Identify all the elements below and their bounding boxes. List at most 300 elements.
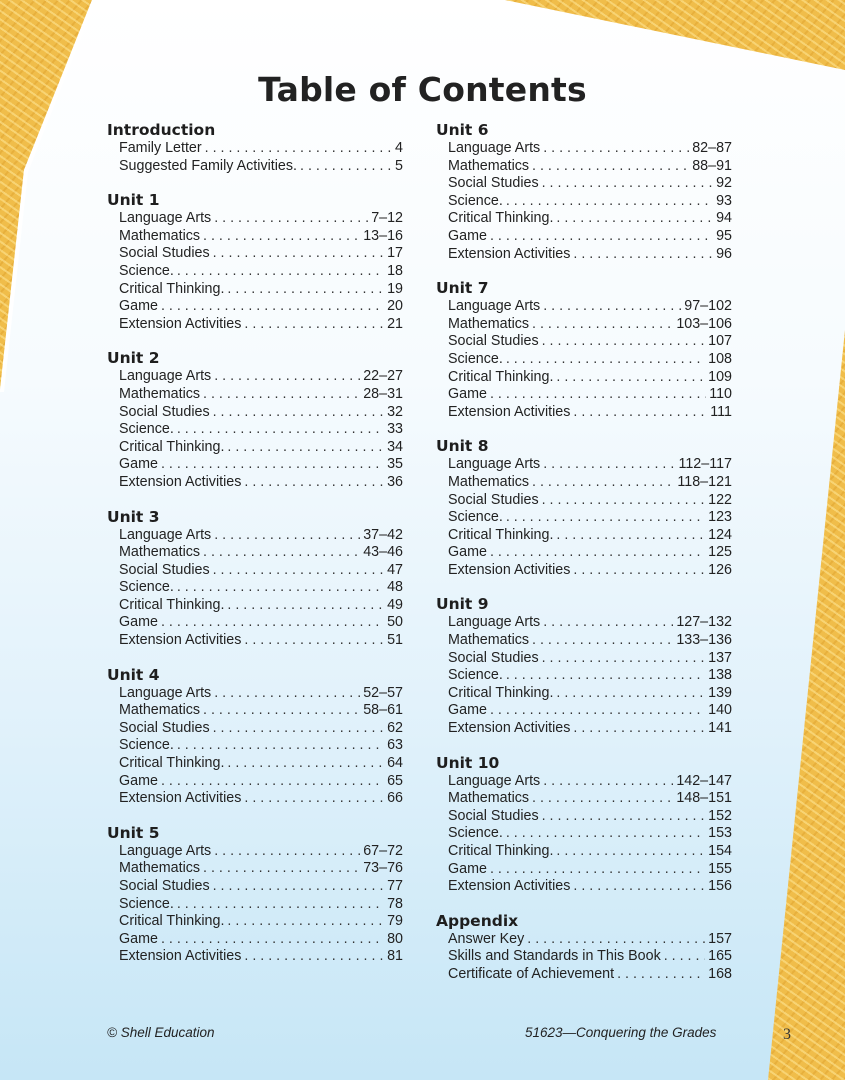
entry-label: Extension Activities [448,878,571,895]
toc-entry [119,843,403,861]
entry-page: 28–31 [363,385,403,402]
entry-page: 18 [387,262,403,279]
toc-entry [448,404,732,422]
toc-entry [119,597,403,615]
entry-label: Mathematics [448,632,530,649]
entry-page: 118–121 [677,473,732,490]
footer-book-title: 51623—Conquering the Grades [525,1025,717,1040]
entry-label: Social Studies [119,561,210,578]
dot-leader [177,896,384,914]
entry-page: 94 [716,210,732,227]
entry-page: 107 [708,333,732,350]
entry-page: 78 [387,895,403,912]
entry-label: Language Arts [448,614,541,631]
entry-page: 79 [387,913,403,930]
entry-label: Game [448,227,487,244]
toc-entry [119,579,403,597]
entry-page: 157 [708,930,732,947]
toc-entry [448,702,732,720]
toc-entry [448,790,732,808]
toc-entry [448,228,732,246]
toc-entry [448,685,732,703]
toc-entry [119,386,403,404]
toc-section [107,349,403,491]
entry-label: Language Arts [119,368,212,385]
entry-label: Science. [448,667,503,684]
entry-label: Social Studies [448,333,539,350]
entry-page: 20 [387,298,403,315]
entry-label: Social Studies [448,649,539,666]
entry-label: Science. [119,579,174,596]
entry-page: 21 [387,315,403,332]
toc-entry [448,527,732,545]
entry-label: Certificate of Achievement [448,965,615,982]
dot-leader [227,913,384,931]
entry-label: Extension Activities [448,403,571,420]
toc-entry [119,702,403,720]
dot-leader [573,720,705,738]
dot-leader [213,878,384,896]
toc-section [436,595,732,737]
toc-entry [119,614,403,632]
entry-page: 43–46 [363,544,403,561]
dot-leader [244,948,384,966]
dot-leader [177,737,384,755]
entry-label: Skills and Standards in This Book [448,948,661,965]
entry-page: 67–72 [363,842,403,859]
section-title: Unit 5 [107,823,160,842]
entry-label: Mathematics [119,385,201,402]
entry-page: 50 [387,614,403,631]
entry-label: Critical Thinking. [119,280,225,297]
dot-leader [161,931,384,949]
entry-label: Game [119,930,158,947]
toc-entry [119,790,403,808]
entry-page: 168 [708,965,732,982]
dot-leader [532,790,673,808]
dot-leader [244,474,384,492]
entry-label: Mathematics [448,473,530,490]
entry-label: Extension Activities [119,473,242,490]
dot-leader [214,527,360,545]
dot-leader [177,263,384,281]
entry-page: 165 [708,948,732,965]
toc-entry [448,158,732,176]
dot-leader [573,562,705,580]
toc-entry [119,368,403,386]
toc-entry [119,439,403,457]
dot-leader [556,843,705,861]
page-number: 3 [783,1026,791,1043]
dot-leader [506,193,713,211]
entry-label: Critical Thinking. [119,596,225,613]
toc-entry [448,193,732,211]
toc-entry [119,263,403,281]
dot-leader [542,650,706,668]
dot-leader [542,175,713,193]
entry-label: Extension Activities [119,632,242,649]
dot-leader [490,228,713,246]
entry-label: Language Arts [448,456,541,473]
dot-leader [244,632,384,650]
entry-label: Extension Activities [119,948,242,965]
entry-page: 124 [708,526,732,543]
toc-entry [448,298,732,316]
dot-leader [573,246,713,264]
entry-page: 133–136 [676,632,732,649]
entry-label: Science. [448,192,503,209]
entry-label: Language Arts [448,140,541,156]
section-title: Unit 2 [107,349,160,368]
entry-page: 48 [387,579,403,596]
entry-label: Mathematics [119,544,201,561]
toc-entry [448,474,732,492]
toc-entry [448,825,732,843]
entry-label: Science. [119,737,174,754]
toc-entry [448,509,732,527]
entry-page: 110 [709,386,732,403]
toc-entry [119,685,403,703]
dot-leader [543,614,673,632]
dot-leader [506,667,705,685]
toc-entry [448,386,732,404]
toc-entry [119,158,403,176]
entry-page: 95 [716,227,732,244]
entry-page: 51 [387,632,403,649]
dot-leader [214,843,360,861]
section-title: Unit 3 [107,507,160,526]
toc-entry [119,720,403,738]
dot-leader [214,368,360,386]
entry-page: 34 [387,438,403,455]
entry-label: Science. [119,421,174,438]
entry-label: Mathematics [119,227,201,244]
dot-leader [542,808,706,826]
toc-entry [119,931,403,949]
toc-left-column [107,121,403,982]
dot-leader [573,878,705,896]
entry-page: 36 [387,473,403,490]
toc-entry [119,737,403,755]
entry-page: 154 [708,843,732,859]
dot-leader [617,966,705,984]
dot-leader [244,790,384,808]
dot-leader [203,702,360,720]
entry-label: Language Arts [119,526,212,543]
toc-entry [448,140,732,158]
section-title: Introduction [107,121,216,139]
dot-leader [203,386,360,404]
section-title: Unit 9 [436,595,489,614]
entry-page: 152 [708,807,732,824]
dot-leader [244,316,384,334]
dot-leader [532,316,673,334]
entry-page: 148–151 [676,790,732,807]
toc-section [107,824,403,966]
toc-entry [119,562,403,580]
entry-label: Game [119,614,158,631]
entry-label: Mathematics [448,315,530,332]
entry-label: Answer Key [448,930,525,947]
dot-leader [490,386,706,404]
toc-entry [448,492,732,510]
entry-page: 17 [387,245,403,262]
toc-entry [448,333,732,351]
entry-label: Critical Thinking. [448,684,554,701]
dot-leader [227,439,384,457]
toc-entry [119,404,403,422]
entry-label: Game [448,386,487,403]
entry-page: 92 [716,175,732,192]
toc-entry [119,140,403,158]
entry-page: 88–91 [692,157,732,174]
entry-label: Mathematics [448,157,530,174]
dot-leader [205,140,392,158]
entry-label: Game [119,456,158,473]
dot-leader [161,298,384,316]
entry-page: 81 [387,948,403,965]
dot-leader [543,773,673,791]
entry-label: Social Studies [119,403,210,420]
entry-label: Game [448,702,487,719]
entry-label: Mathematics [119,860,201,877]
toc-section [436,912,732,984]
section-title: Unit 8 [436,437,489,456]
entry-label: Critical Thinking. [448,210,554,227]
dot-leader [213,404,384,422]
toc-entry [448,773,732,791]
footer-copyright: © Shell Education [107,1025,215,1040]
dot-leader [177,421,384,439]
dot-leader [556,369,705,387]
toc-entry [448,843,732,861]
entry-label: Science. [448,509,503,526]
entry-label: Social Studies [119,719,210,736]
toc-entry [119,544,403,562]
section-title: Unit 7 [436,279,489,298]
dot-leader [664,948,705,966]
entry-label: Mathematics [448,790,530,807]
dot-leader [214,210,368,228]
dot-leader [300,158,392,176]
entry-page: 32 [387,403,403,420]
page-title: Table of Contents [258,70,587,109]
toc-entry [119,896,403,914]
dot-leader [203,544,360,562]
entry-page: 4 [395,140,403,156]
entry-page: 7–12 [371,210,403,227]
dot-leader [213,720,384,738]
toc-entry [448,246,732,264]
entry-label: Social Studies [448,807,539,824]
section-title: Unit 10 [436,753,500,772]
entry-page: 37–42 [363,526,403,543]
entry-label: Critical Thinking. [448,526,554,543]
toc-entry [448,720,732,738]
dot-leader [532,632,673,650]
entry-page: 22–27 [363,368,403,385]
toc-entry [448,175,732,193]
toc-section [436,279,732,421]
dot-leader [161,773,384,791]
entry-page: 138 [708,667,732,684]
entry-label: Extension Activities [119,790,242,807]
entry-page: 123 [708,509,732,526]
entry-label: Game [119,772,158,789]
toc-section [107,191,403,333]
entry-page: 126 [708,561,732,578]
entry-page: 62 [387,719,403,736]
toc-entry [448,351,732,369]
toc-entry [119,773,403,791]
entry-page: 64 [387,755,403,772]
dot-leader [214,685,360,703]
section-title: Appendix [436,911,519,930]
toc-entry [448,931,732,949]
section-title: Unit 6 [436,121,489,139]
entry-page: 141 [708,720,732,737]
entry-label: Language Arts [448,298,541,315]
entry-page: 49 [387,596,403,613]
entry-label: Social Studies [448,175,539,192]
entry-page: 112–117 [678,456,732,473]
dot-leader [490,702,705,720]
entry-page: 35 [387,456,403,473]
entry-label: Extension Activities [448,720,571,737]
entry-page: 52–57 [363,684,403,701]
entry-label: Science. [119,262,174,279]
entry-label: Critical Thinking. [119,913,225,930]
toc-entry [448,667,732,685]
entry-page: 109 [708,368,732,385]
entry-page: 19 [387,280,403,297]
dot-leader [506,509,705,527]
dot-leader [506,825,705,843]
dot-leader [490,861,705,879]
entry-page: 111 [710,403,732,420]
toc-entry [448,808,732,826]
entry-label: Social Studies [119,245,210,262]
dot-leader [213,562,384,580]
entry-label: Suggested Family Activities. [119,157,297,174]
dot-leader [573,404,707,422]
entry-label: Extension Activities [119,315,242,332]
entry-label: Science. [119,895,174,912]
dot-leader [556,210,713,228]
entry-page: 77 [387,878,403,894]
dot-leader [227,597,384,615]
dot-leader [213,245,384,263]
dot-leader [543,456,675,474]
entry-page: 82–87 [692,140,732,156]
entry-label: Game [448,544,487,561]
toc-entry [448,316,732,334]
entry-label: Family Letter [119,140,202,156]
toc-entry [119,245,403,263]
entry-label: Language Arts [119,842,212,859]
entry-page: 47 [387,561,403,578]
dot-leader [532,474,674,492]
toc-entry [119,913,403,931]
entry-label: Game [119,298,158,315]
entry-page: 58–61 [363,702,403,719]
toc-section [436,437,732,579]
entry-page: 122 [708,491,732,508]
entry-page: 93 [716,192,732,209]
toc-entry [119,298,403,316]
toc-entry [119,281,403,299]
entry-label: Language Arts [119,210,212,227]
dot-leader [532,158,689,176]
entry-label: Critical Thinking. [448,843,554,859]
entry-page: 142–147 [676,772,732,789]
entry-label: Extension Activities [448,245,571,262]
entry-page: 97–102 [684,298,732,315]
dot-leader [161,614,384,632]
dot-leader [542,333,706,351]
entry-label: Extension Activities [448,561,571,578]
toc-entry [448,210,732,228]
dot-leader [527,931,705,949]
entry-page: 66 [387,790,403,807]
toc-entry [119,860,403,878]
entry-label: Game [448,860,487,877]
entry-page: 5 [395,157,403,174]
toc-entry [119,948,403,966]
toc-entry [119,878,403,896]
toc-entry [448,878,732,896]
toc-section [436,121,732,263]
entry-label: Language Arts [448,772,541,789]
entry-page: 153 [708,825,732,842]
toc-entry [119,632,403,650]
dot-leader [227,755,384,773]
toc-entry [119,456,403,474]
entry-label: Science. [448,825,503,842]
toc-entry [119,755,403,773]
entry-label: Language Arts [119,684,212,701]
toc-entry [448,544,732,562]
dot-leader [543,298,681,316]
entry-label: Mathematics [119,702,201,719]
toc-entry [448,456,732,474]
entry-page: 96 [716,245,732,262]
entry-page: 137 [708,649,732,666]
dot-leader [161,456,384,474]
toc-entry [448,966,732,984]
entry-page: 140 [708,702,732,719]
entry-page: 33 [387,421,403,438]
dot-leader [203,860,360,878]
dot-leader [490,544,705,562]
toc-entry [448,562,732,580]
dot-leader [203,228,360,246]
toc-section [107,666,403,808]
toc-entry [448,632,732,650]
toc-section [107,121,403,175]
entry-label: Social Studies [119,878,210,894]
toc-entry [119,474,403,492]
toc-entry [119,421,403,439]
entry-page: 65 [387,772,403,789]
toc-section [436,754,732,896]
toc-entry [119,228,403,246]
toc-entry [119,316,403,334]
entry-page: 127–132 [676,614,732,631]
entry-label: Social Studies [448,491,539,508]
entry-page: 103–106 [676,315,732,332]
toc-entry [119,210,403,228]
